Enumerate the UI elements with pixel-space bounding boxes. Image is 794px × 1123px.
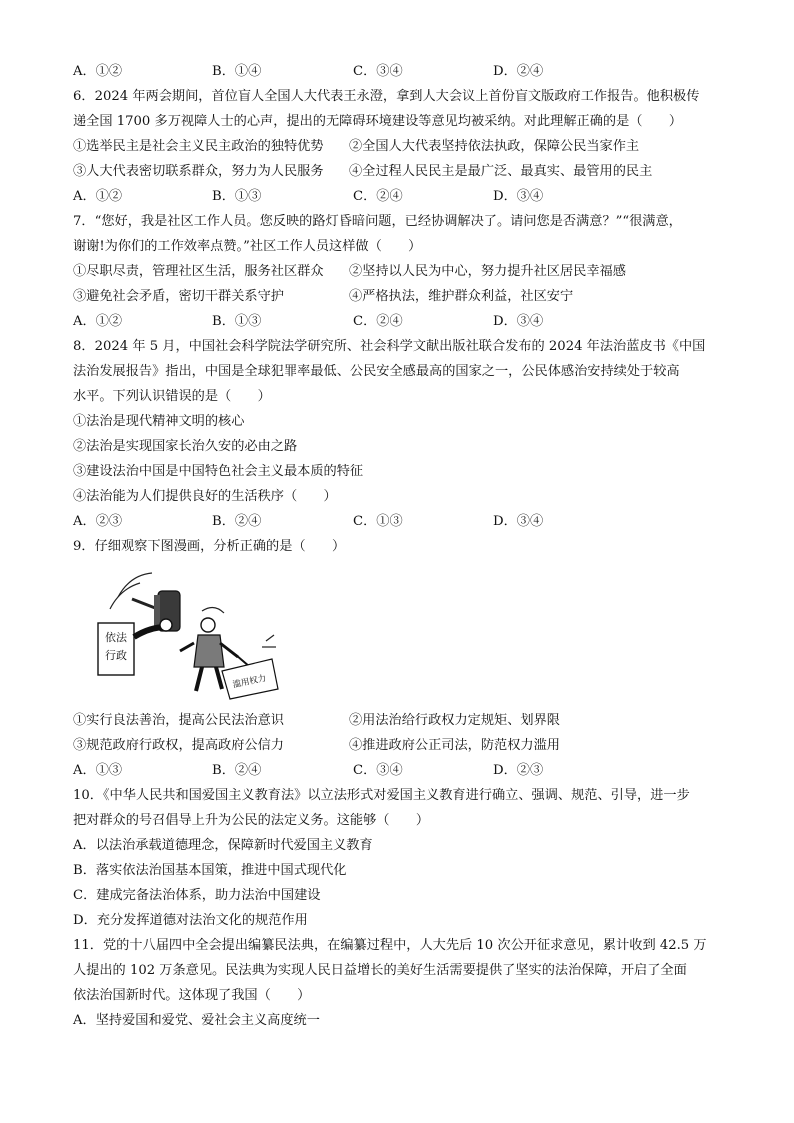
q5-option-c[interactable]: C．③④	[353, 64, 403, 79]
q6-stem-line-1: 6．2024 年两会期间，首位盲人全国人大代表王永澄，拿到人大会议上首份盲文版政府工作报告。他积极传	[73, 89, 700, 104]
q9-item-1: ①实行良法善治，提高公民法治意识	[73, 713, 284, 728]
q7-options	[73, 313, 733, 331]
q6-item-4: ④全过程人民民主是最广泛、最真实、最管用的民主	[349, 164, 653, 179]
q6-option-b[interactable]: B．①③	[212, 189, 262, 204]
q9-stem: 9．仔细观察下图漫画，分析正确的是（ ）	[73, 539, 346, 554]
q11-stem-line-2: 人提出的 102 万条意见。民法典为实现人民日益增长的美好生活需要提供了坚实的法治保障，开启了全面	[73, 963, 687, 978]
cartoon-sparks	[262, 635, 276, 647]
q7-option-b[interactable]: B．①③	[212, 314, 262, 329]
q9-option-d[interactable]: D．②③	[493, 763, 544, 778]
q11-stem-line-1: 11．党的十八届四中全会提出编纂民法典，在编纂过程中，人大先后 10 次公开征求意见，累计收到 42.5 万	[73, 938, 707, 953]
q6-option-d[interactable]: D．③④	[493, 189, 544, 204]
q8-stem-line-3: 水平。下列认识错误的是（ ）	[73, 389, 271, 404]
q8-options	[73, 513, 733, 531]
q5-option-d[interactable]: D．②④	[493, 64, 544, 79]
cartoon-figure-arm-left	[180, 643, 194, 651]
cartoon-figure-legs	[196, 667, 222, 691]
q11-choice-a[interactable]: A．坚持爱国和爱党、爱社会主义高度统一	[73, 1013, 320, 1028]
q9-item-4: ④推进政府公正司法，防范权力滥用	[349, 738, 560, 753]
q5-option-b[interactable]: B．①④	[212, 64, 262, 79]
q7-item-2: ②坚持以人民为中心，努力提升社区居民幸福感	[349, 264, 626, 279]
q10-choice-a[interactable]: A．以法治承载道德理念，保障新时代爱国主义教育	[73, 838, 373, 853]
q9-item-2: ②用法治给行政权力定规矩、划界限	[349, 713, 560, 728]
cartoon-figure-body	[194, 635, 224, 667]
q5-options	[73, 63, 733, 81]
q7-items-row-2	[73, 288, 733, 306]
q8-option-a[interactable]: A．②③	[73, 514, 123, 529]
q8-stem-line-1: 8．2024 年 5 月，中国社会科学院法学研究所、社会科学文献出版社联合发布的 2024 年法治蓝皮书《中国	[73, 339, 706, 354]
q6-item-3: ③人大代表密切联系群众，努力为人民服务	[73, 164, 324, 179]
q10-stem-line-1: 10．《中华人民共和国爱国主义教育法》以立法形式对爱国主义教育进行确立、强调、规范、引导，进一步	[73, 788, 690, 803]
cartoon-sign-text-1: 依法	[105, 631, 127, 644]
q7-stem-line-2: 谢谢!为你们的工作效率点赞。”社区工作人员这样做（ ）	[73, 239, 422, 254]
q9-items-row-2	[73, 737, 733, 755]
q8-item-3: ③建设法治中国是中国特色社会主义最本质的特征	[73, 464, 364, 479]
q7-option-a[interactable]: A．①②	[73, 314, 123, 329]
q9-cartoon	[90, 567, 280, 702]
q8-option-b[interactable]: B．②④	[212, 514, 262, 529]
q9-option-a[interactable]: A．①③	[73, 763, 123, 778]
q9-option-c[interactable]: C．③④	[353, 763, 403, 778]
q6-item-2: ②全国人大代表坚持依法执政，保障公民当家作主	[349, 139, 640, 154]
q7-items-row-1	[73, 263, 733, 281]
q6-option-c[interactable]: C．②④	[353, 189, 403, 204]
cartoon-hammer-face	[154, 595, 160, 627]
q10-stem-line-2: 把对群众的号召倡导上升为公民的法定义务。这能够（ ）	[73, 813, 430, 828]
q11-stem-line-3: 依法治国新时代。这体现了我国（ ）	[73, 988, 311, 1003]
q8-stem-line-2: 法治发展报告》指出，中国是全球犯罪率最低、公民安全感最高的国家之一，公民体感治安持续处于较高	[73, 364, 680, 379]
q10-choice-c[interactable]: C．建成完备法治体系，助力法治中国建设	[73, 888, 321, 903]
cartoon-paper-text: 滥用权力	[231, 673, 268, 691]
q8-item-1: ①法治是现代精神文明的核心	[73, 414, 245, 429]
q8-item-4: ④法治能为人们提供良好的生活秩序（ ）	[73, 489, 337, 504]
q10-choice-b[interactable]: B．落实依法治国基本国策，推进中国式现代化	[73, 863, 347, 878]
q7-item-4: ④严格执法，维护群众利益，社区安宁	[349, 289, 574, 304]
cartoon-figure-head	[201, 618, 215, 632]
q7-option-d[interactable]: D．③④	[493, 314, 544, 329]
q9-options	[73, 762, 733, 780]
cartoon-sign-text-2: 行政	[105, 649, 127, 662]
q6-item-1: ①选举民主是社会主义民主政治的独特优势	[73, 139, 324, 154]
q9-items-row-1	[73, 712, 733, 730]
q9-option-b[interactable]: B．②④	[212, 763, 262, 778]
q5-option-a[interactable]: A．①②	[73, 64, 123, 79]
q8-option-d[interactable]: D．③④	[493, 514, 544, 529]
q10-choice-d[interactable]: D．充分发挥道德对法治文化的规范作用	[73, 913, 308, 928]
q6-stem-line-2: 递全国 1700 多万视障人士的心声，提出的无障碍环境建设等意见均被采纳。对此理解正确的是（ ）	[73, 114, 683, 129]
q7-item-3: ③避免社会矛盾，密切干群关系守护	[73, 289, 284, 304]
q7-option-c[interactable]: C．②④	[353, 314, 403, 329]
q8-option-c[interactable]: C．①③	[353, 514, 403, 529]
cartoon-fist	[160, 619, 172, 631]
q9-item-3: ③规范政府行政权，提高政府公信力	[73, 738, 284, 753]
q7-item-1: ①尽职尽责，管理社区生活，服务社区群众	[73, 264, 324, 279]
q6-items-row-2	[73, 163, 733, 181]
cartoon-drawing	[90, 567, 280, 702]
q7-stem-line-1: 7．“您好，我是社区工作人员。您反映的路灯昏暗问题，已经协调解决了。请问您是否满意？”“很满意，	[73, 214, 682, 229]
q8-item-2: ②法治是实现国家长治久安的必由之路	[73, 439, 298, 454]
q6-options	[73, 188, 733, 206]
q6-option-a[interactable]: A．①②	[73, 189, 123, 204]
q6-items-row-1	[73, 138, 733, 156]
